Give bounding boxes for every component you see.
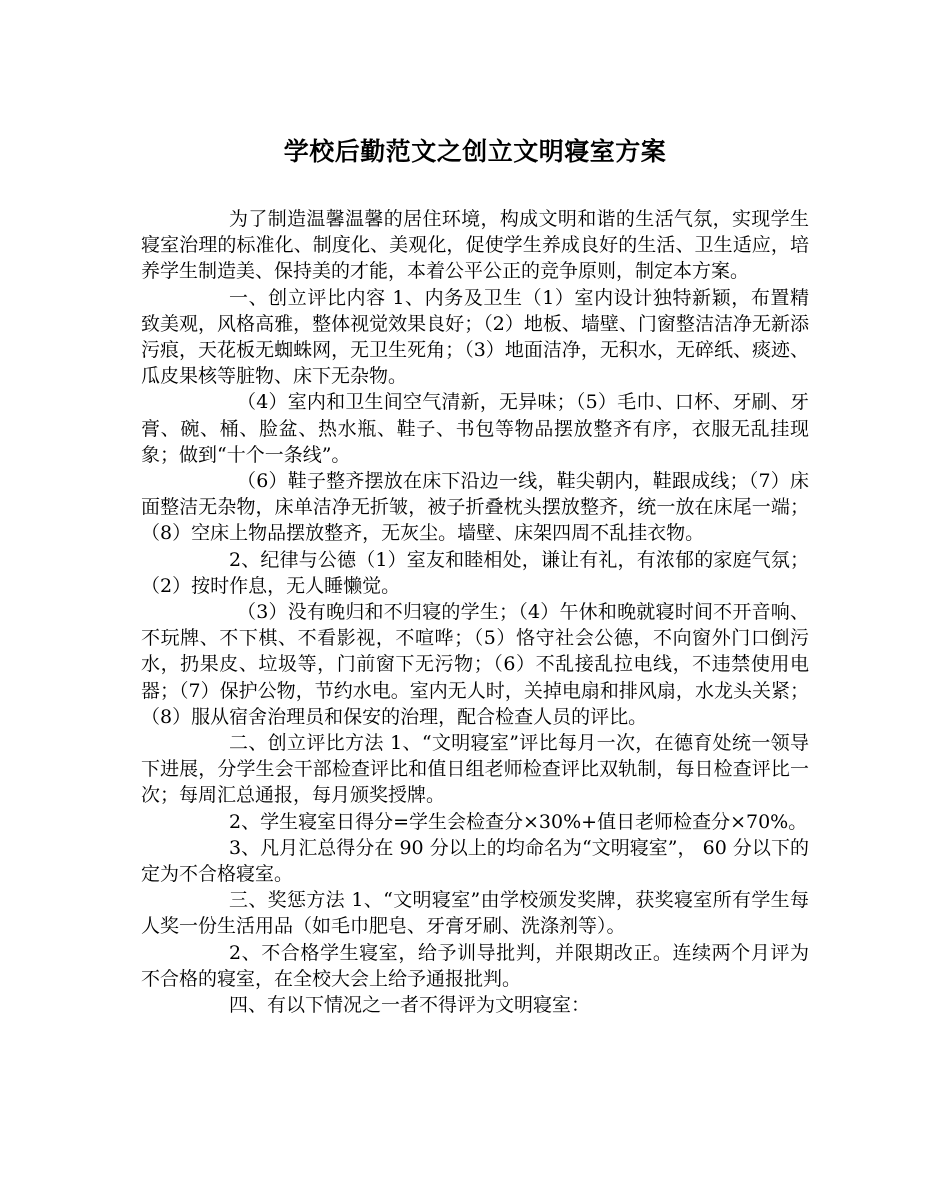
paragraph-discipline: 2、纪律与公德（1）室友和睦相处，谦让有礼，有浓郁的家庭气氛；（2）按时作息，无人睡懒觉。 bbox=[141, 548, 809, 597]
paragraph-section-four: 四、有以下情况之一者不得评为文明寝室： bbox=[229, 994, 591, 1017]
paragraph-penalty: 2、不合格学生寝室，给予训导批判，并限期改正。连续两个月评为不合格的寝室，在全校大会上给予通报批判。 bbox=[141, 941, 809, 990]
paragraph-hygiene-items-4-5: （4）室内和卫生间空气清新，无异味；（5）毛巾、口杯、牙刷、牙膏、碗、桶、脸盆、热水瓶、鞋子、书包等物品摆放整齐有序，衣服无乱挂现象；做到“十个一条线”。 bbox=[141, 391, 809, 466]
paragraph-section-two-method: 二、创立评比方法 1、“文明寝室”评比每月一次，在德育处统一领导下进展，分学生会干部检查评比和值日组老师检查评比双轨制，每日检查评比一次；每周汇总通报，每月颁奖授牌。 bbox=[141, 732, 809, 807]
paragraph-score-threshold: 3、凡月汇总得分在 90 分以上的均命名为“文明寝室”， 60 分以下的定为不合格寝室。 bbox=[141, 836, 809, 886]
document-body bbox=[141, 206, 809, 1018]
document-title: 学校后勤范文之创立文明寝室方案 bbox=[283, 137, 667, 166]
paragraph-section-three-rewards: 三、奖惩方法 1、“文明寝室”由学校颁发奖牌，获奖寝室所有学生每人奖一份生活用品（如毛巾肥皂、牙膏牙刷、洗涤剂等）。 bbox=[141, 889, 809, 938]
paragraph-score-formula: 2、学生寝室日得分=学生会检查分×30%+值日老师检查分×70%。 bbox=[229, 810, 808, 833]
paragraph-intro: 为了制造温馨温馨的居住环境，构成文明和谐的生活气氛，实现学生寝室治理的标准化、制度化、美观化，促使学生养成良好的生活、卫生适应，培养学生制造美、保持美的才能，本着公平公正的竞争原则，制定本方案。 bbox=[141, 208, 809, 283]
paragraph-section-one-hygiene: 一、创立评比内容 1、内务及卫生（1）室内设计独特新颖，布置精致美观，风格高雅，整体视觉效果良好；（2）地板、墙壁、门窗整洁洁净无新添污痕，天花板无蜘蛛网，无卫生死角；（3）地面洁净，无积水，无碎纸、痰迹、瓜皮果核等脏物、床下无杂物。 bbox=[141, 286, 809, 388]
paragraph-hygiene-items-6-8: （6）鞋子整齐摆放在床下沿边一线，鞋尖朝内，鞋跟成线；（7）床面整洁无杂物，床单洁净无折皱，被子折叠枕头摆放整齐，统一放在床尾一端；（8）空床上物品摆放整齐，无灰尘。墙壁、床架四周不乱挂衣物。 bbox=[141, 470, 809, 545]
paragraph-discipline-items-3-8: （3）没有晚归和不归寝的学生；（4）午休和晚就寝时间不开音响、不玩牌、不下棋、不看影视，不喧哗；（5）恪守社会公德，不向窗外门口倒污水，扔果皮、垃圾等，门前窗下无污物；（6）不乱接乱拉电线，不违禁使用电器；（7）保护公物，节约水电。室内无人时，关掉电扇和排风扇，水龙头关紧；（8）服从宿舍治理员和保安的治理，配合检查人员的评比。 bbox=[141, 601, 809, 728]
